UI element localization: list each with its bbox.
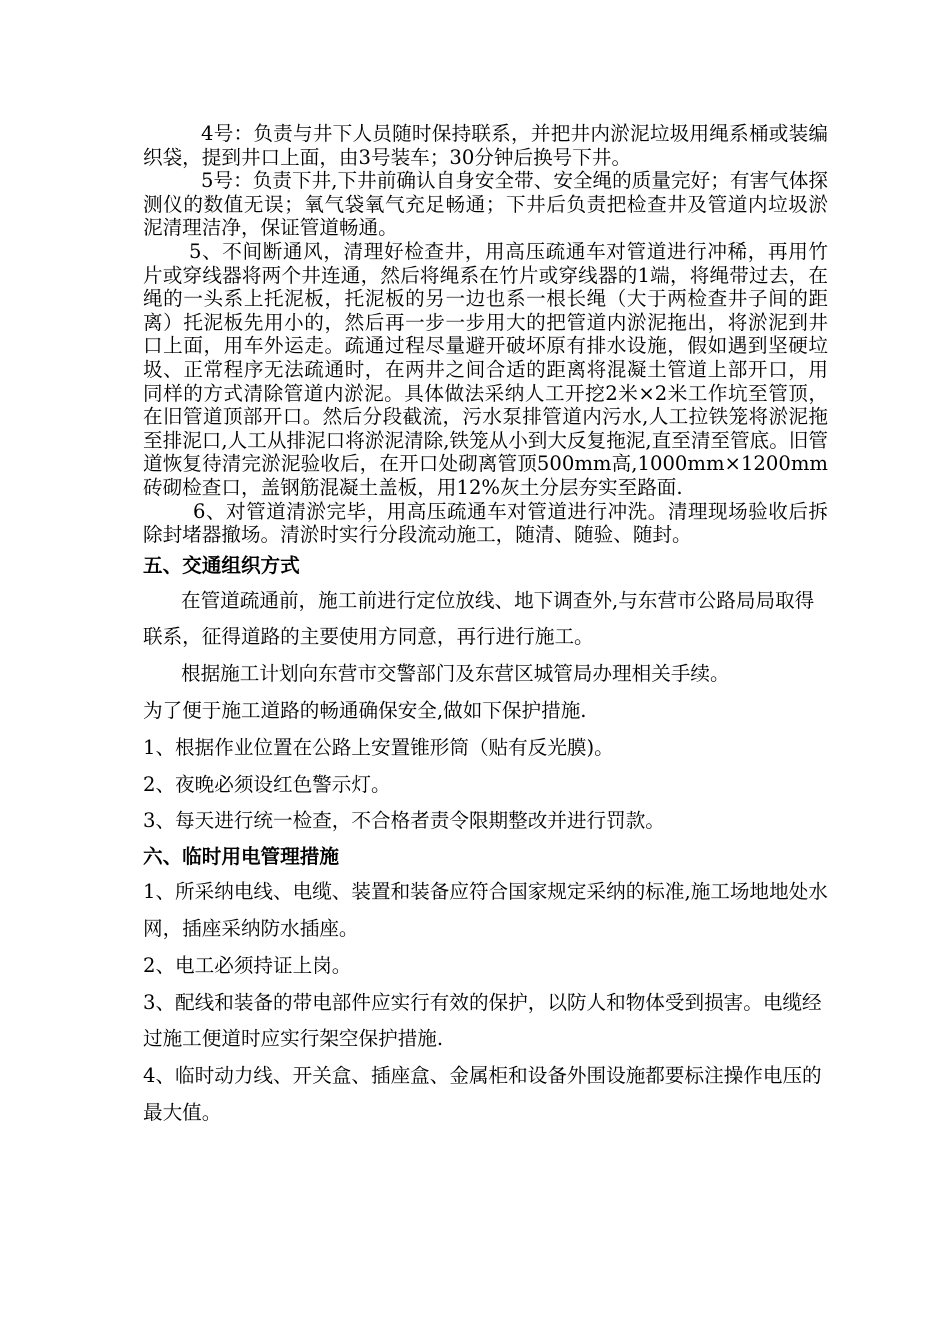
work-steps-block — [143, 122, 828, 547]
paragraph: 在管道疏通前，施工前进行定位放线、地下调查外,与东营市公路局局取得联系，征得道路的主要使用方同意，再行进行施工。 — [143, 588, 815, 649]
list-item: 2、电工必须持证上岗。 — [143, 953, 352, 977]
paragraph: 为了便于施工道路的畅通确保安全,做如下保护措施. — [143, 699, 587, 723]
section-electricity-body — [143, 874, 828, 1132]
paragraph-worker-5: 5号：负责下井,下井前确认自身安全带、安全绳的质量完好；有害气体探测仪的数值无误；氧气袋氧气充足畅通；下井后负责把检查井及管道内垃圾淤泥清理洁净，保证管道畅通。 — [143, 169, 828, 240]
list-item: 4、临时动力线、开关盒、插座盒、金属柜和设备外围设施都要标注操作电压的最大值。 — [143, 1064, 822, 1125]
paragraph-step-5: 5、不间断通风，清理好检查井，用高压疏通车对管道进行冲稀，再用竹片或穿线器将两个井连通，然后将绳系在竹片或穿线器的1端，将绳带过去，在绳的一头系上托泥板，托泥板的另一边也系一根长绳（大于两检查井子间的距离）托泥板先用小的，然后再一步一步用大的把管道内淤泥拖出，将淤泥到井口上面，用车外运走。疏通过程尽量避开破坏原有排水设施，假如遇到坚硬垃圾、正常程序无法疏通时，在两井之间合适的距离将混凝土管道上部开口，用同样的方式清除管道内淤泥。具体做法采纳人工开挖2米×2米工作坑至管顶，在旧管道顶部开口。然后分段截流，污水泵排管道内污水,人工拉铁笼将淤泥拖至排泥口,人工从排泥口将淤泥清除,铁笼从小到大反复拖泥,直至清至管底。旧管道恢复待清完淤泥验收后，在开口处砌离管顶500mm高,1000mm×1200mm砖砌检查口，盖钢筋混凝土盖板，用12%灰土分层夯实至路面. — [143, 239, 828, 499]
section-traffic-body — [143, 583, 828, 841]
list-item: 2、夜晚必须设红色警示灯。 — [143, 772, 391, 796]
list-item: 3、配线和装备的带电部件应实行有效的保护，以防人和物体受到损害。电缆经过施工便道时应实行架空保护措施. — [143, 990, 822, 1051]
list-item: 1、所采纳电线、电缆、装置和装备应符合国家规定采纳的标准,施工场地地处水网，插座采纳防水插座。 — [143, 880, 828, 941]
paragraph-step-6: 6、对管道清淤完毕，用高压疏通车对管道进行冲洗。清理现场验收后拆除封堵器撤场。清淤时实行分段流动施工，随清、随验、随封。 — [143, 499, 828, 547]
section-heading-electricity: 六、临时用电管理措施 — [143, 845, 339, 869]
list-item: 1、根据作业位置在公路上安置锥形筒（贴有反光膜)。 — [143, 735, 614, 759]
section-heading-traffic: 五、交通组织方式 — [143, 553, 300, 577]
paragraph: 根据施工计划向东营市交警部门及东营区城管局办理相关手续。 — [181, 662, 730, 686]
paragraph-worker-4: 4号：负责与井下人员随时保持联系，并把井内淤泥垃圾用绳系桶或装编织袋，提到井口上面，由3号装车；30分钟后换号下井。 — [143, 122, 828, 169]
document-page — [143, 122, 828, 1132]
list-item: 3、每天进行统一检查，不合格者责令限期整改并进行罚款。 — [143, 809, 665, 833]
